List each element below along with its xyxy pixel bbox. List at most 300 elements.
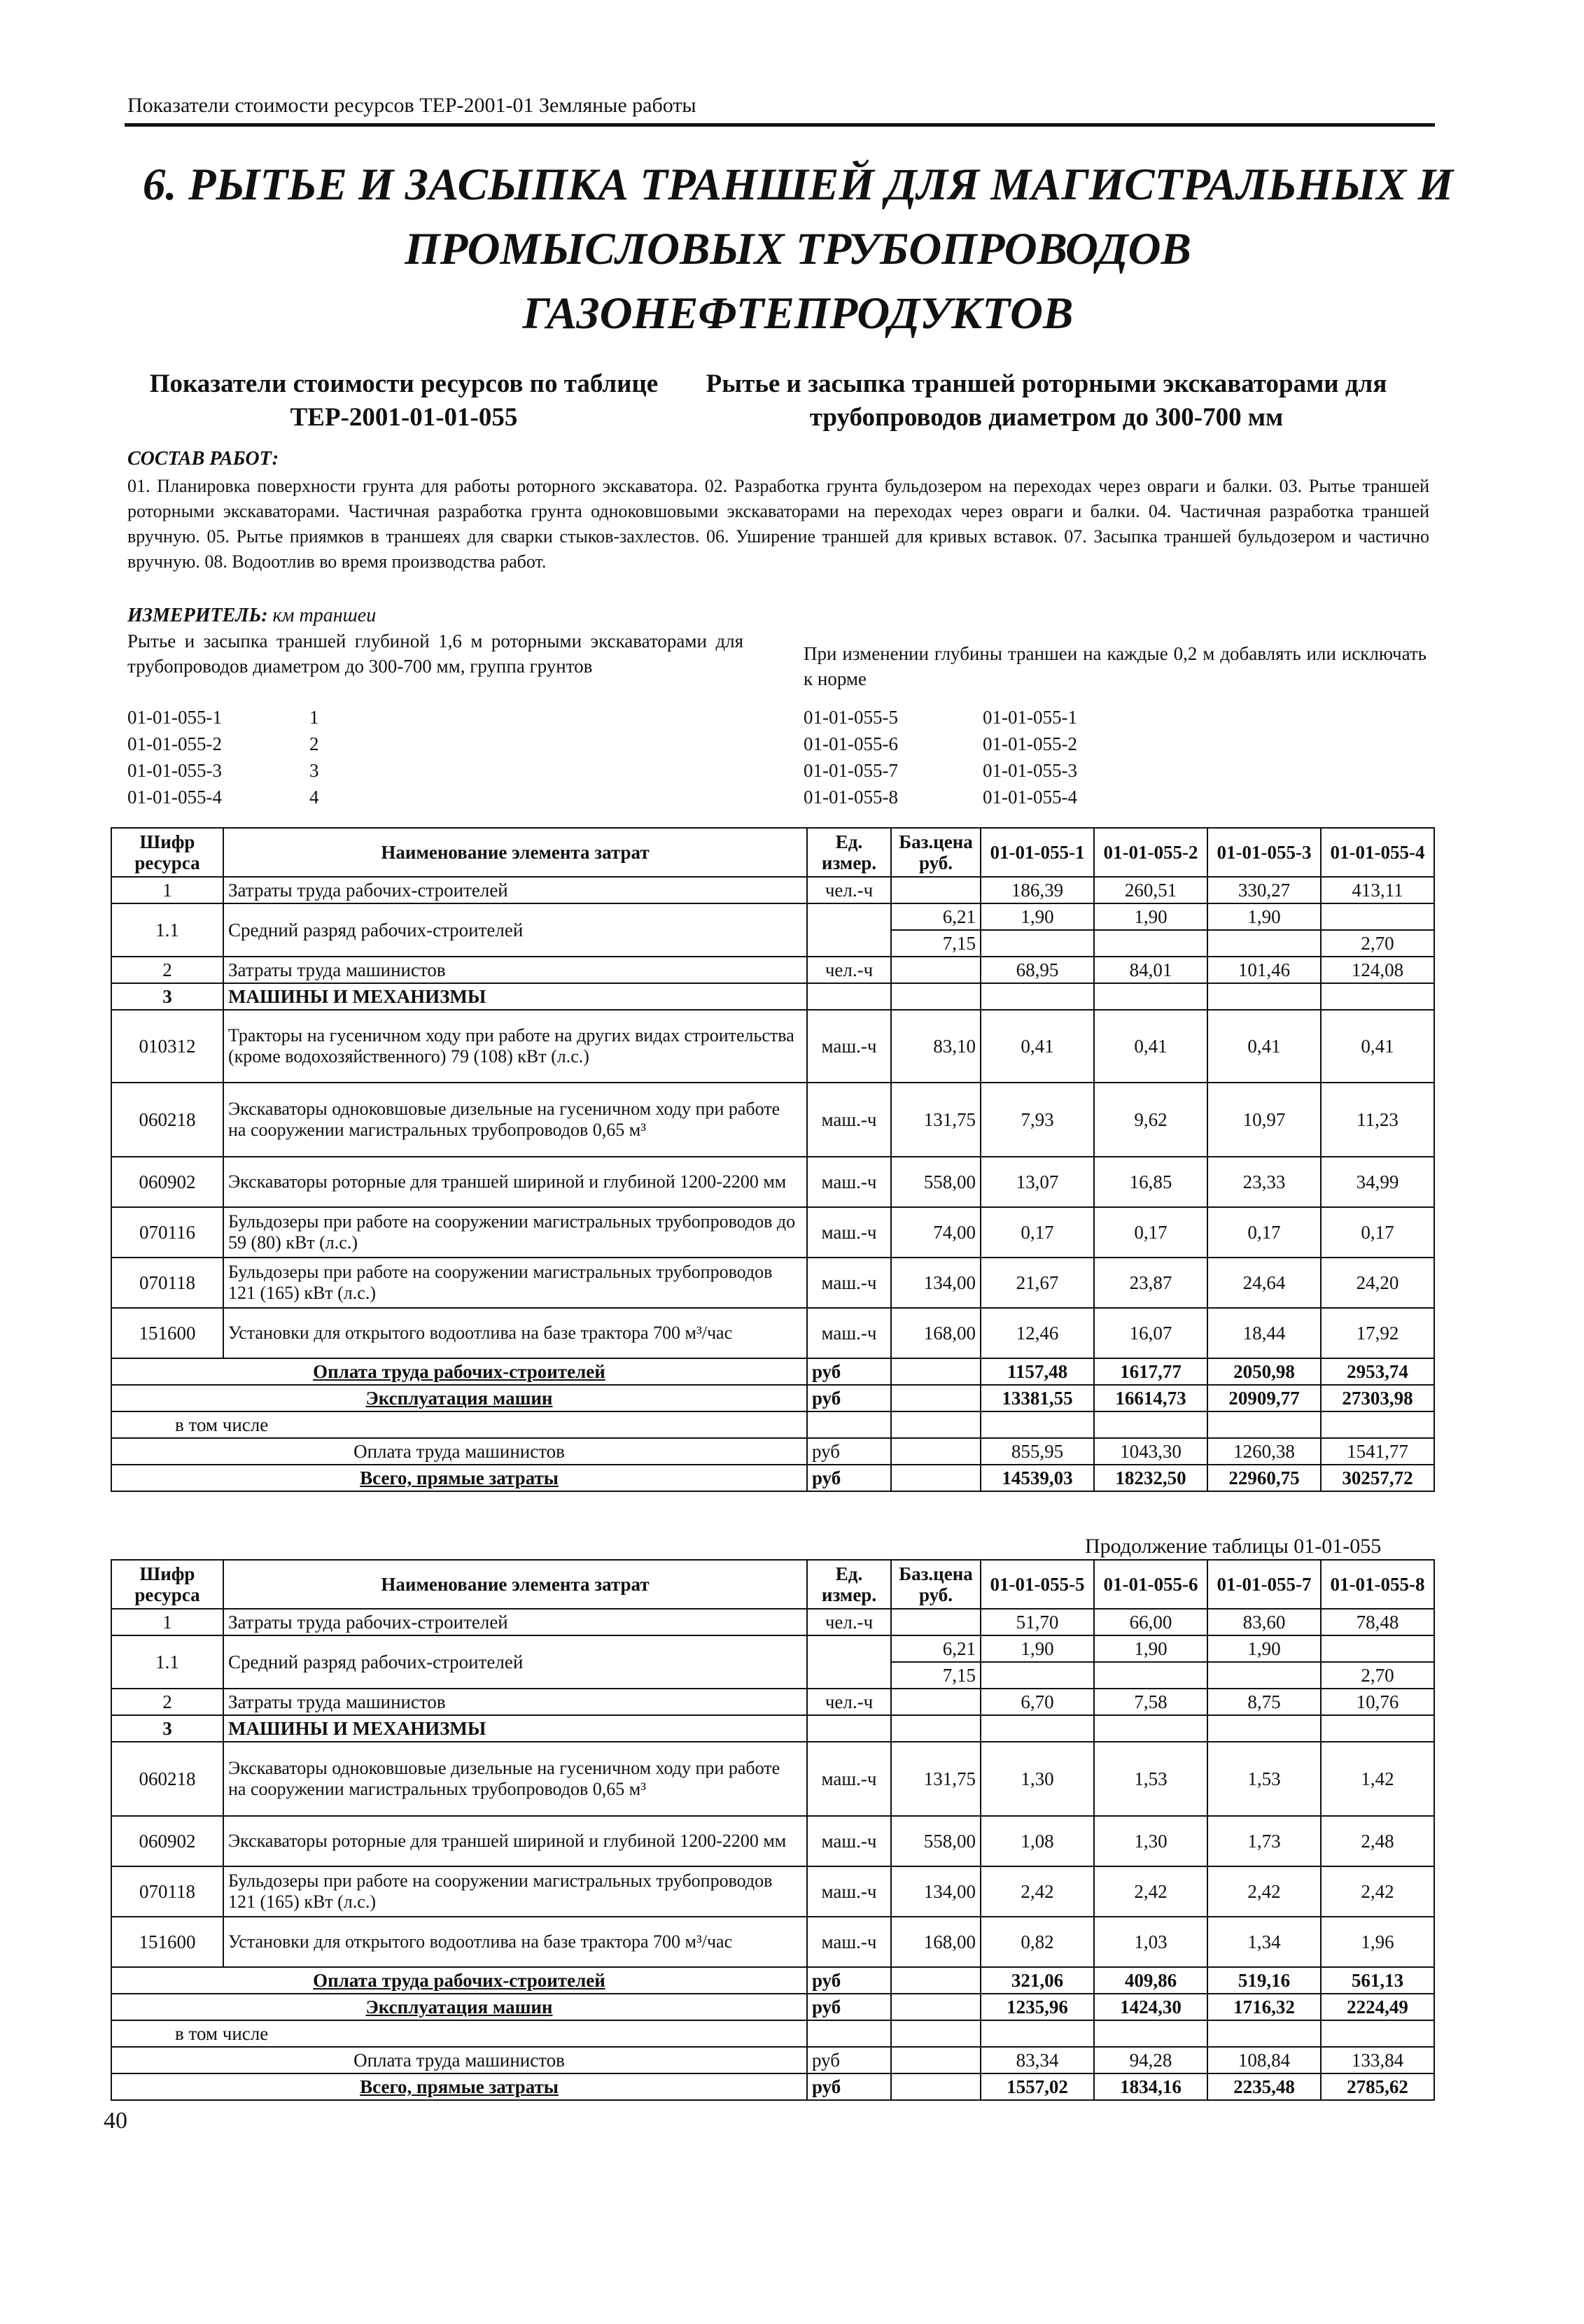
cell-code: 070116 <box>111 1207 223 1258</box>
cell-value: 11,23 <box>1321 1083 1434 1157</box>
cell-price <box>891 877 981 903</box>
summary-row <box>111 1438 1434 1465</box>
table-row <box>111 1157 1434 1207</box>
cell-unit: маш.-ч <box>807 1083 891 1157</box>
cell-value: 18,44 <box>1207 1308 1321 1358</box>
cell-value: 2,70 <box>1321 930 1434 957</box>
code-row <box>127 784 319 810</box>
cell-value: 13,07 <box>981 1157 1094 1207</box>
izmeritel-value: км траншеи <box>272 605 377 626</box>
cell-code: 3 <box>111 1715 223 1742</box>
cell-name: Затраты труда машинистов <box>223 957 807 983</box>
cell-value: 2,70 <box>1321 1662 1434 1689</box>
cell-value: 8,75 <box>1207 1689 1321 1715</box>
table-row <box>111 1866 1434 1917</box>
cell-value: 83,60 <box>1207 1609 1321 1635</box>
cell-value: 10,76 <box>1321 1689 1434 1715</box>
table-row <box>111 1207 1434 1258</box>
summary-value <box>1094 2020 1207 2047</box>
cell-value: 24,64 <box>1207 1258 1321 1308</box>
summary-value: 30257,72 <box>1321 1465 1434 1491</box>
summary-value: 20909,77 <box>1207 1385 1321 1411</box>
cell-value: 10,97 <box>1207 1083 1321 1157</box>
summary-label: Эксплуатация машин <box>111 1385 807 1411</box>
summary-value <box>1207 2020 1321 2047</box>
summary-unit: руб <box>807 1438 891 1465</box>
cell-value: 2,48 <box>1321 1816 1434 1866</box>
summary-value <box>1207 1411 1321 1438</box>
table-row <box>111 1742 1434 1816</box>
cell-code: 070118 <box>111 1258 223 1308</box>
cell-price <box>891 1358 981 1385</box>
cell-value: 1,42 <box>1321 1742 1434 1816</box>
cell-value <box>1207 983 1321 1010</box>
summary-value: 2785,62 <box>1321 2073 1434 2100</box>
cell-price <box>891 2020 981 2047</box>
code-value: 01-01-055-4 <box>983 787 1077 808</box>
subtitle-right: Рытье и засыпка траншей роторными экскаваторами для трубопроводов диаметром до 300-700 мм <box>706 369 1387 432</box>
cell-unit: чел.-ч <box>807 1689 891 1715</box>
table-row <box>111 903 1434 930</box>
summary-row <box>111 2047 1434 2073</box>
cell-code: 2 <box>111 957 223 983</box>
cell-value: 1,73 <box>1207 1816 1321 1866</box>
cell-price: 7,15 <box>891 930 981 957</box>
cell-price <box>891 1385 981 1411</box>
summary-row <box>111 1967 1434 1994</box>
description-left: Рытье и засыпка траншей глубиной 1,6 м роторными экскаваторами для трубопроводов диаметром до 300-700 мм, группа грунтов <box>127 631 743 677</box>
code-row <box>127 757 319 784</box>
code-row <box>804 704 1077 731</box>
cell-value <box>981 983 1094 1010</box>
header-unit: Ед. измер. <box>807 1560 891 1609</box>
cell-price: 168,00 <box>891 1308 981 1358</box>
code: 01-01-055-3 <box>127 760 222 781</box>
header-col: 01-01-055-8 <box>1321 1560 1434 1609</box>
cell-price: 134,00 <box>891 1866 981 1917</box>
cell-value: 1,90 <box>1094 1635 1207 1662</box>
cell-price <box>891 1609 981 1635</box>
header-col: 01-01-055-7 <box>1207 1560 1321 1609</box>
table-row <box>111 1258 1434 1308</box>
cell-unit: маш.-ч <box>807 1157 891 1207</box>
cell-unit: чел.-ч <box>807 877 891 903</box>
cell-value: 1,34 <box>1207 1917 1321 1967</box>
table-header-row <box>111 1560 1434 1609</box>
cell-name: МАШИНЫ И МЕХАНИЗМЫ <box>223 1715 807 1742</box>
code-row <box>127 704 319 731</box>
cell-value: 17,92 <box>1321 1308 1434 1358</box>
cell-name: Затраты труда рабочих-строителей <box>223 1609 807 1635</box>
summary-value: 1235,96 <box>981 1994 1094 2020</box>
sostav-text: 01. Планировка поверхности грунта для работы роторного экскаватора. 02. Разработка грунта бульдозером на переходах через овраги и балки. 03. Рытье траншей роторными экскаваторами. Частичная разработка грунта одноковшовыми экскаваторами на переходах через овраги и балки. 04. Частичная разработка траншей вручную. 05. Рытье приямков в траншеях для сварки стыков-захлестов. 06. Уширение траншей для кривых вставок. 07. Засыпка траншей бульдозером и частично вручную. 08. Водоотлив во время производства работ. <box>127 476 1429 572</box>
summary-label: в том числе <box>111 1411 807 1438</box>
header-rule <box>125 123 1435 127</box>
cell-value: 12,46 <box>981 1308 1094 1358</box>
code: 01-01-055-5 <box>804 707 898 728</box>
summary-value: 1617,77 <box>1094 1358 1207 1385</box>
cell-code: 151600 <box>111 1308 223 1358</box>
summary-value: 133,84 <box>1321 2047 1434 2073</box>
cell-value: 51,70 <box>981 1609 1094 1635</box>
cell-name: Затраты труда машинистов <box>223 1689 807 1715</box>
cell-value <box>1207 1715 1321 1742</box>
summary-value: 1043,30 <box>1094 1438 1207 1465</box>
cell-value <box>1207 1662 1321 1689</box>
cell-value: 1,90 <box>1207 903 1321 930</box>
summary-label: Всего, прямые затраты <box>111 2073 807 2100</box>
code-value: 01-01-055-2 <box>983 733 1077 754</box>
cell-code: 060218 <box>111 1083 223 1157</box>
code-row <box>127 731 319 757</box>
cell-value: 7,93 <box>981 1083 1094 1157</box>
resource-table-2 <box>111 1559 1435 2101</box>
cell-price: 558,00 <box>891 1157 981 1207</box>
summary-value <box>1321 1411 1434 1438</box>
cell-code: 1 <box>111 877 223 903</box>
summary-value: 855,95 <box>981 1438 1094 1465</box>
cell-value: 2,42 <box>1321 1866 1434 1917</box>
table-row <box>111 1308 1434 1358</box>
cell-value: 7,58 <box>1094 1689 1207 1715</box>
cell-price <box>891 2047 981 2073</box>
cell-value <box>981 1662 1094 1689</box>
cell-unit: маш.-ч <box>807 1816 891 1866</box>
header-price: Баз.цена руб. <box>891 1560 981 1609</box>
cell-value <box>1321 1635 1434 1662</box>
cell-value: 9,62 <box>1094 1083 1207 1157</box>
cell-value: 1,90 <box>981 1635 1094 1662</box>
summary-value: 16614,73 <box>1094 1385 1207 1411</box>
summary-unit: руб <box>807 1994 891 2020</box>
cell-unit <box>807 903 891 957</box>
sostav-heading: СОСТАВ РАБОТ: <box>127 448 279 470</box>
code: 01-01-055-8 <box>804 787 898 808</box>
running-header: Показатели стоимости ресурсов ТЕР-2001-01 Земляные работы <box>127 94 696 117</box>
header-unit: Ед. измер. <box>807 828 891 877</box>
cell-value: 0,82 <box>981 1917 1094 1967</box>
cell-code: 1.1 <box>111 903 223 957</box>
cell-name: Установки для открытого водоотлива на базе трактора 700 м³/час <box>223 1308 807 1358</box>
cell-value: 78,48 <box>1321 1609 1434 1635</box>
header-col: 01-01-055-6 <box>1094 1560 1207 1609</box>
summary-value <box>1321 2020 1434 2047</box>
cell-unit: чел.-ч <box>807 1609 891 1635</box>
cell-name: Экскаваторы роторные для траншей шириной и глубиной 1200-2200 мм <box>223 1816 807 1866</box>
cell-unit: маш.-ч <box>807 1010 891 1083</box>
cell-value <box>981 930 1094 957</box>
cell-value: 21,67 <box>981 1258 1094 1308</box>
cell-price <box>891 1411 981 1438</box>
cell-value: 413,11 <box>1321 877 1434 903</box>
cell-value: 6,70 <box>981 1689 1094 1715</box>
cell-code: 010312 <box>111 1010 223 1083</box>
summary-value: 13381,55 <box>981 1385 1094 1411</box>
summary-row <box>111 2020 1434 2047</box>
cell-value: 24,20 <box>1321 1258 1434 1308</box>
summary-value: 1557,02 <box>981 2073 1094 2100</box>
summary-unit: руб <box>807 1358 891 1385</box>
cell-value: 101,46 <box>1207 957 1321 983</box>
cell-price: 558,00 <box>891 1816 981 1866</box>
summary-label: в том числе <box>111 2020 807 2047</box>
cell-code: 151600 <box>111 1917 223 1967</box>
table-header-row <box>111 828 1434 877</box>
cell-unit: маш.-ч <box>807 1866 891 1917</box>
header-col: 01-01-055-4 <box>1321 828 1434 877</box>
summary-label: Оплата труда рабочих-строителей <box>111 1967 807 1994</box>
header-col: 01-01-055-5 <box>981 1560 1094 1609</box>
cell-value: 1,90 <box>1207 1635 1321 1662</box>
cell-price <box>891 1994 981 2020</box>
summary-row <box>111 2073 1434 2100</box>
cell-value: 1,03 <box>1094 1917 1207 1967</box>
cell-value: 0,17 <box>1321 1207 1434 1258</box>
cell-value: 124,08 <box>1321 957 1434 983</box>
cell-value <box>1094 930 1207 957</box>
cell-value: 330,27 <box>1207 877 1321 903</box>
table-row <box>111 1083 1434 1157</box>
cell-value: 84,01 <box>1094 957 1207 983</box>
code-value: 3 <box>309 760 319 781</box>
cell-name: МАШИНЫ И МЕХАНИЗМЫ <box>223 983 807 1010</box>
cell-unit <box>807 983 891 1010</box>
cell-unit: маш.-ч <box>807 1207 891 1258</box>
cell-code: 060902 <box>111 1157 223 1207</box>
table-row <box>111 1816 1434 1866</box>
summary-value: 2235,48 <box>1207 2073 1321 2100</box>
summary-value: 2953,74 <box>1321 1358 1434 1385</box>
cell-value: 2,42 <box>1207 1866 1321 1917</box>
header-price: Баз.цена руб. <box>891 828 981 877</box>
izmeritel-label: ИЗМЕРИТЕЛЬ: <box>127 605 268 626</box>
codes-right <box>804 704 1077 810</box>
cell-value: 0,41 <box>1207 1010 1321 1083</box>
cell-price: 74,00 <box>891 1207 981 1258</box>
header-shifr: Шифр ресурса <box>111 1560 223 1609</box>
cell-value: 186,39 <box>981 877 1094 903</box>
code: 01-01-055-2 <box>127 733 222 754</box>
continuation-label: Продолжение таблицы 01-01-055 <box>1085 1535 1382 1558</box>
summary-value: 1424,30 <box>1094 1994 1207 2020</box>
cell-value: 0,17 <box>1094 1207 1207 1258</box>
summary-value: 1716,32 <box>1207 1994 1321 2020</box>
cell-price <box>891 1715 981 1742</box>
code: 01-01-055-4 <box>127 787 222 808</box>
summary-unit: руб <box>807 1465 891 1491</box>
cell-value: 0,41 <box>1321 1010 1434 1083</box>
cell-value <box>1094 1715 1207 1742</box>
cell-code: 3 <box>111 983 223 1010</box>
summary-value <box>981 1411 1094 1438</box>
cell-price <box>891 1967 981 1994</box>
cell-value: 1,08 <box>981 1816 1094 1866</box>
cell-code: 070118 <box>111 1866 223 1917</box>
cell-name: Бульдозеры при работе на сооружении магистральных трубопроводов до 59 (80) кВт (л.с.) <box>223 1207 807 1258</box>
summary-value: 27303,98 <box>1321 1385 1434 1411</box>
cell-unit: маш.-ч <box>807 1258 891 1308</box>
summary-label: Оплата труда машинистов <box>111 1438 807 1465</box>
header-col: 01-01-055-1 <box>981 828 1094 877</box>
cell-value: 0,17 <box>1207 1207 1321 1258</box>
summary-row <box>111 1358 1434 1385</box>
summary-unit: руб <box>807 1967 891 1994</box>
code: 01-01-055-7 <box>804 760 898 781</box>
cell-value <box>1321 1715 1434 1742</box>
cell-price: 83,10 <box>891 1010 981 1083</box>
cell-value: 68,95 <box>981 957 1094 983</box>
cell-name: Экскаваторы роторные для траншей шириной и глубиной 1200-2200 мм <box>223 1157 807 1207</box>
cell-unit: маш.-ч <box>807 1742 891 1816</box>
cell-code: 1 <box>111 1609 223 1635</box>
izmeritel <box>127 605 376 627</box>
header-col: 01-01-055-3 <box>1207 828 1321 877</box>
header-name: Наименование элемента затрат <box>223 1560 807 1609</box>
cell-value <box>1321 983 1434 1010</box>
cell-value: 1,30 <box>1094 1816 1207 1866</box>
cell-price <box>891 1465 981 1491</box>
cell-name: Бульдозеры при работе на сооружении магистральных трубопроводов 121 (165) кВт (л.с.) <box>223 1866 807 1917</box>
cell-name: Установки для открытого водоотлива на базе трактора 700 м³/час <box>223 1917 807 1967</box>
summary-value: 1157,48 <box>981 1358 1094 1385</box>
cell-value <box>1207 930 1321 957</box>
cell-name: Экскаваторы одноковшовые дизельные на гусеничном ходу при работе на сооружении магистральных трубопроводов 0,65 м³ <box>223 1083 807 1157</box>
cell-price: 131,75 <box>891 1083 981 1157</box>
summary-label: Оплата труда машинистов <box>111 2047 807 2073</box>
cell-price <box>891 957 981 983</box>
cell-price: 7,15 <box>891 1662 981 1689</box>
summary-value: 1541,77 <box>1321 1438 1434 1465</box>
summary-row <box>111 1385 1434 1411</box>
cell-value: 2,42 <box>1094 1866 1207 1917</box>
cell-value: 1,30 <box>981 1742 1094 1816</box>
cell-value <box>1094 1662 1207 1689</box>
code-row <box>804 731 1077 757</box>
summary-value: 321,06 <box>981 1967 1094 1994</box>
cell-value: 1,53 <box>1094 1742 1207 1816</box>
summary-label: Всего, прямые затраты <box>111 1465 807 1491</box>
cell-value: 2,42 <box>981 1866 1094 1917</box>
cell-price: 6,21 <box>891 1635 981 1662</box>
cell-value: 34,99 <box>1321 1157 1434 1207</box>
cell-value: 0,41 <box>981 1010 1094 1083</box>
summary-value: 108,84 <box>1207 2047 1321 2073</box>
page-number: 40 <box>104 2108 127 2134</box>
summary-value <box>1094 1411 1207 1438</box>
subtitle-left: Показатели стоимости ресурсов по таблице ТЕР-2001-01-01-055 <box>149 369 659 432</box>
cell-unit: маш.-ч <box>807 1917 891 1967</box>
cell-value: 1,96 <box>1321 1917 1434 1967</box>
cell-price <box>891 983 981 1010</box>
header-name: Наименование элемента затрат <box>223 828 807 877</box>
cell-name: Бульдозеры при работе на сооружении магистральных трубопроводов 121 (165) кВт (л.с.) <box>223 1258 807 1308</box>
cell-name: Экскаваторы одноковшовые дизельные на гусеничном ходу при работе на сооружении магистральных трубопроводов 0,65 м³ <box>223 1742 807 1816</box>
cell-code: 060902 <box>111 1816 223 1866</box>
summary-value: 561,13 <box>1321 1967 1434 1994</box>
summary-label: Оплата труда рабочих-строителей <box>111 1358 807 1385</box>
cell-value: 23,33 <box>1207 1157 1321 1207</box>
code: 01-01-055-6 <box>804 733 898 754</box>
code-value: 1 <box>309 707 319 728</box>
code-value: 01-01-055-3 <box>983 760 1077 781</box>
summary-value: 14539,03 <box>981 1465 1094 1491</box>
summary-unit: руб <box>807 1385 891 1411</box>
summary-value: 2050,98 <box>1207 1358 1321 1385</box>
table-row <box>111 1715 1434 1742</box>
cell-unit <box>807 1715 891 1742</box>
summary-value: 519,16 <box>1207 1967 1321 1994</box>
table-row <box>111 957 1434 983</box>
summary-label: Эксплуатация машин <box>111 1994 807 2020</box>
cell-value: 23,87 <box>1094 1258 1207 1308</box>
table-row <box>111 1689 1434 1715</box>
summary-value: 2224,49 <box>1321 1994 1434 2020</box>
cell-value: 16,07 <box>1094 1308 1207 1358</box>
cell-price: 134,00 <box>891 1258 981 1308</box>
table-row <box>111 1917 1434 1967</box>
code-row <box>804 784 1077 810</box>
code-value: 01-01-055-1 <box>983 707 1077 728</box>
section-title: 6. РЫТЬЕ И ЗАСЫПКА ТРАНШЕЙ ДЛЯ МАГИСТРАЛЬНЫХ И ПРОМЫСЛОВЫХ ТРУБОПРОВОДОВ ГАЗОНЕФТЕПРОДУКТОВ <box>142 160 1454 339</box>
cell-code: 2 <box>111 1689 223 1715</box>
cell-unit: чел.-ч <box>807 957 891 983</box>
table-row <box>111 983 1434 1010</box>
table-row <box>111 1635 1434 1662</box>
summary-value: 1834,16 <box>1094 2073 1207 2100</box>
cell-value <box>1094 983 1207 1010</box>
summary-value: 94,28 <box>1094 2047 1207 2073</box>
cell-value: 1,90 <box>981 903 1094 930</box>
summary-row <box>111 1465 1434 1491</box>
cell-code: 060218 <box>111 1742 223 1816</box>
summary-value: 1260,38 <box>1207 1438 1321 1465</box>
table-row <box>111 1010 1434 1083</box>
cell-name: Средний разряд рабочих-строителей <box>223 903 807 957</box>
codes-left <box>127 704 319 810</box>
summary-row <box>111 1411 1434 1438</box>
cell-code: 1.1 <box>111 1635 223 1689</box>
cell-value: 66,00 <box>1094 1609 1207 1635</box>
code-value: 4 <box>309 787 319 808</box>
cell-name: Средний разряд рабочих-строителей <box>223 1635 807 1689</box>
summary-row <box>111 1994 1434 2020</box>
cell-price: 168,00 <box>891 1917 981 1967</box>
cell-price <box>891 1689 981 1715</box>
cell-value: 16,85 <box>1094 1157 1207 1207</box>
summary-value <box>981 2020 1094 2047</box>
cell-unit: маш.-ч <box>807 1308 891 1358</box>
code-row <box>804 757 1077 784</box>
cell-value: 1,90 <box>1094 903 1207 930</box>
cell-price: 131,75 <box>891 1742 981 1816</box>
summary-value: 83,34 <box>981 2047 1094 2073</box>
table-row <box>111 877 1434 903</box>
cell-price <box>891 2073 981 2100</box>
cell-value <box>981 1715 1094 1742</box>
cell-value: 0,17 <box>981 1207 1094 1258</box>
cell-value <box>1321 903 1434 930</box>
cell-name: Тракторы на гусеничном ходу при работе на других видах строительства (кроме водохозяйственного) 79 (108) кВт (л.с.) <box>223 1010 807 1083</box>
table-row <box>111 1609 1434 1635</box>
cell-price: 6,21 <box>891 903 981 930</box>
summary-unit: руб <box>807 2047 891 2073</box>
cell-value: 1,53 <box>1207 1742 1321 1816</box>
summary-value: 22960,75 <box>1207 1465 1321 1491</box>
cell-value: 0,41 <box>1094 1010 1207 1083</box>
cell-value: 260,51 <box>1094 877 1207 903</box>
summary-value: 18232,50 <box>1094 1465 1207 1491</box>
summary-value: 409,86 <box>1094 1967 1207 1994</box>
